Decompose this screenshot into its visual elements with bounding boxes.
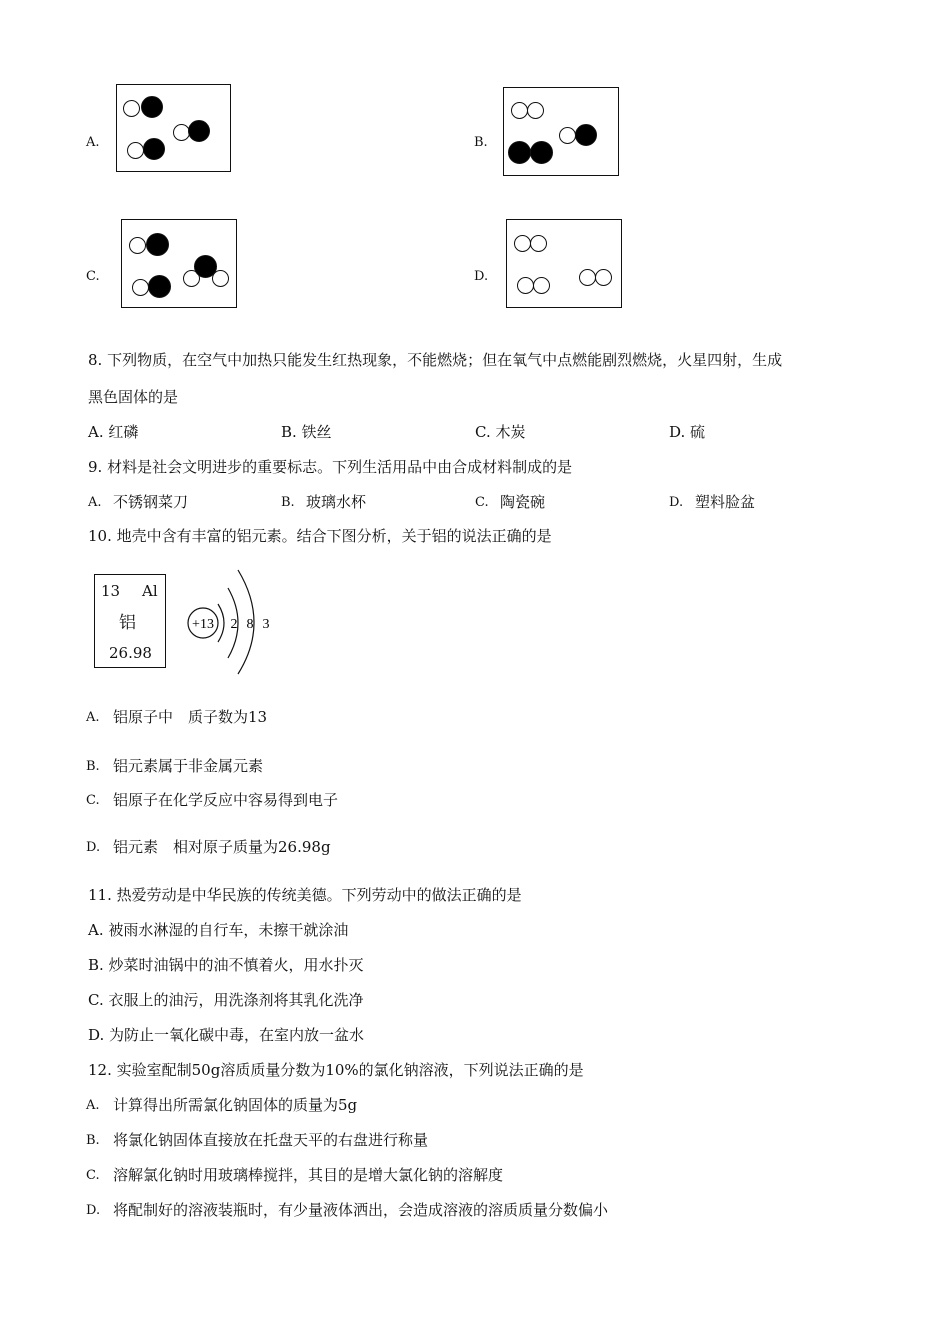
black-atom: [146, 233, 169, 256]
atomic-mass: 26.98: [109, 644, 152, 662]
particle-diagram: [506, 219, 622, 308]
white-atom: [527, 102, 544, 119]
option-text: 计算得出所需氯化钠固体的质量为5g: [113, 1096, 358, 1114]
option-letter: B.: [86, 759, 100, 774]
option-letter: D.: [86, 1203, 101, 1218]
element-symbol: Al: [142, 582, 158, 600]
nucleus-charge: +13: [192, 617, 214, 632]
particle-diagram: [116, 84, 231, 172]
option-label: B.: [474, 135, 488, 150]
atomic-number: 13: [101, 582, 121, 600]
option-text: 将配制好的溶液装瓶时，有少量液体洒出，会造成溶液的溶质质量分数偏小: [113, 1201, 609, 1219]
option-letter: C.: [475, 495, 489, 510]
white-atom: [132, 279, 149, 296]
question-stem: 10. 地壳中含有丰富的铝元素。结合下图分析，关于铝的说法正确的是: [88, 527, 552, 545]
option-text: 陶瓷碗: [500, 493, 546, 511]
white-atom: [530, 235, 547, 252]
white-atom: [517, 277, 534, 294]
black-atom: [148, 275, 171, 298]
option-letter: A.: [88, 495, 102, 510]
black-atom: [508, 141, 531, 164]
option-text: 将氯化钠固体直接放在托盘天平的右盘进行称量: [113, 1131, 429, 1149]
question-stem: 黑色固体的是: [88, 388, 179, 406]
option-a[interactable]: A. 红磷: [88, 423, 139, 441]
black-atom: [188, 120, 210, 142]
option-c[interactable]: C. 衣服上的油污，用洗涤剂将其乳化洗净: [88, 991, 364, 1009]
option-c[interactable]: C. 木炭: [475, 423, 526, 441]
white-atom: [559, 127, 576, 144]
shell-electrons: 3: [262, 617, 270, 632]
option-text: 塑料脸盆: [695, 493, 756, 511]
option-text: 铝元素属于非金属元素: [113, 757, 264, 775]
option-d[interactable]: D. 硫: [669, 423, 706, 441]
option-letter: B.: [281, 495, 295, 510]
white-atom: [595, 269, 612, 286]
electron-shell-arc: [218, 604, 224, 642]
particle-diagram: [503, 87, 619, 176]
white-atom: [127, 142, 144, 159]
option-letter: C.: [86, 1168, 100, 1183]
question-stem: 11. 热爱劳动是中华民族的传统美德。下列劳动中的做法正确的是: [88, 886, 522, 904]
atomic-structure-diagram: [180, 562, 280, 678]
option-text: 不锈钢菜刀: [113, 493, 189, 511]
option-text: 溶解氯化钠时用玻璃棒搅拌，其目的是增大氯化钠的溶解度: [113, 1166, 504, 1184]
periodic-table-cell: [94, 574, 166, 668]
question-stem: 9. 材料是社会文明进步的重要标志。下列生活用品中由合成材料制成的是: [88, 458, 573, 476]
question-stem: 8. 下列物质，在空气中加热只能发生红热现象，不能燃烧；但在氧气中点燃能剧烈燃烧，火星四射，生成: [88, 351, 783, 369]
black-atom: [575, 124, 597, 146]
shell-electrons: 2: [230, 617, 238, 632]
option-label: C.: [86, 269, 100, 284]
option-text: 铝原子中 质子数为13: [113, 708, 268, 726]
white-atom: [514, 235, 531, 252]
option-label: A.: [86, 135, 100, 150]
white-atom: [533, 277, 550, 294]
white-atom: [123, 100, 140, 117]
option-letter: B.: [86, 1133, 100, 1148]
question-stem: 12. 实验室配制50g溶质质量分数为10%的氯化钠溶液，下列说法正确的是: [88, 1061, 584, 1079]
option-b[interactable]: B. 炒菜时油锅中的油不慎着火，用水扑灭: [88, 956, 364, 974]
option-text: 玻璃水杯: [306, 493, 367, 511]
black-atom: [141, 96, 163, 118]
option-text: 铝元素 相对原子质量为26.98g: [113, 838, 331, 856]
white-atom: [129, 237, 146, 254]
option-letter: C.: [86, 793, 100, 808]
option-letter: D.: [86, 840, 101, 855]
option-a[interactable]: A. 被雨水淋湿的自行车，未擦干就涂油: [88, 921, 349, 939]
element-name: 铝: [119, 613, 136, 633]
option-letter: A.: [86, 1098, 100, 1113]
black-atom: [194, 255, 217, 278]
black-atom: [530, 141, 553, 164]
option-d[interactable]: D. 为防止一氧化碳中毒，在室内放一盆水: [88, 1026, 365, 1044]
option-letter: A.: [86, 710, 100, 725]
white-atom: [511, 102, 528, 119]
option-label: D.: [474, 269, 489, 284]
option-b[interactable]: B. 铁丝: [281, 423, 332, 441]
particle-diagram: [121, 219, 237, 308]
white-atom: [579, 269, 596, 286]
shell-electrons: 8: [246, 617, 254, 632]
option-text: 铝原子在化学反应中容易得到电子: [113, 791, 339, 809]
option-letter: D.: [669, 495, 684, 510]
black-atom: [143, 138, 165, 160]
